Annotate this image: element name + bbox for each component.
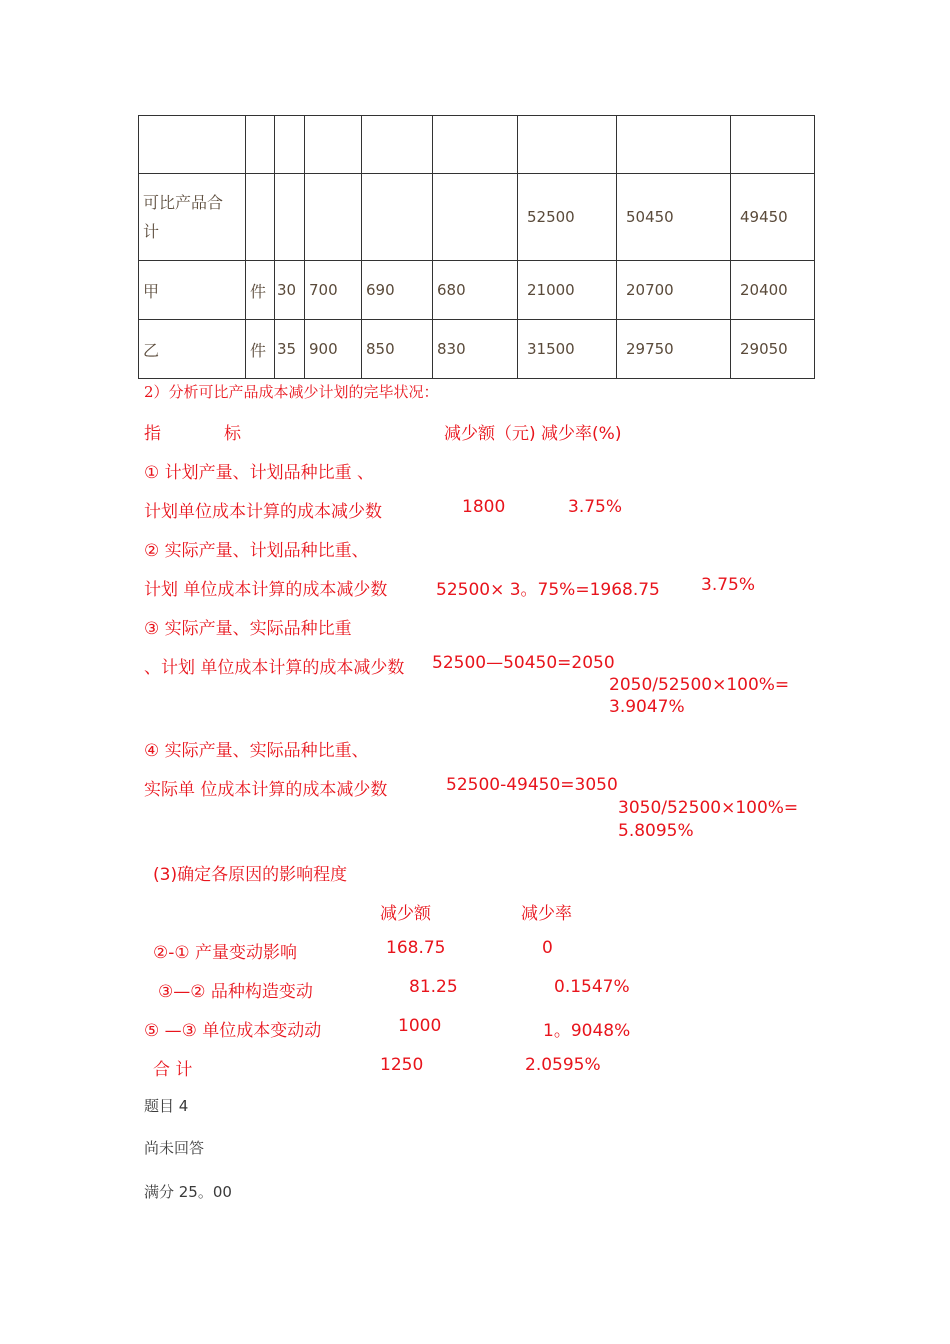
table-cell: 50450 bbox=[617, 174, 731, 261]
col-rate: 减少率 bbox=[521, 904, 572, 924]
answer-status: 尚未回答 bbox=[144, 1139, 205, 1157]
table-cell bbox=[518, 116, 617, 174]
table-cell bbox=[617, 116, 731, 174]
item4-line2: 实际单 位成本计算的成本减少数 bbox=[144, 780, 388, 800]
table-cell bbox=[362, 174, 433, 261]
full-score: 满分 25。00 bbox=[144, 1183, 232, 1201]
table-cell bbox=[246, 174, 275, 261]
total-amount: 1250 bbox=[380, 1055, 424, 1075]
factor-rate: 0 bbox=[542, 938, 553, 958]
table-row bbox=[139, 320, 815, 379]
item1-line2: 计划单位成本计算的成本减少数 bbox=[144, 502, 382, 522]
table-cell: 29050 bbox=[731, 320, 815, 379]
table-cell: 21000 bbox=[518, 261, 617, 320]
table-cell bbox=[275, 116, 305, 174]
table-cell: 700 bbox=[305, 261, 362, 320]
item1-rate: 3.75% bbox=[568, 497, 623, 517]
item2-amount: 52500× 3。75%=1968.75 bbox=[436, 580, 660, 600]
table-cell: 850 bbox=[362, 320, 433, 379]
factor-amount: 1000 bbox=[398, 1016, 442, 1036]
factor-label: ⑤ —③ 单位成本变动动 bbox=[144, 1021, 322, 1041]
item4-amount: 52500-49450=3050 bbox=[446, 775, 618, 795]
table-cell: 甲 bbox=[139, 261, 246, 320]
col-amount-rate: 减少额（元) 减少率(%) bbox=[444, 424, 622, 444]
table-cell: 31500 bbox=[518, 320, 617, 379]
table-cell: 件 bbox=[246, 320, 275, 379]
table-cell bbox=[246, 116, 275, 174]
item1-line1: ① 计划产量、计划品种比重 、 bbox=[144, 463, 375, 483]
total-rate: 2.0595% bbox=[525, 1055, 601, 1075]
factor-amount: 81.25 bbox=[409, 977, 458, 997]
table-cell bbox=[275, 174, 305, 261]
table-cell: 49450 bbox=[731, 174, 815, 261]
item3-rate-1: 2050/52500×100%= bbox=[609, 675, 790, 695]
question-number: 题目 4 bbox=[144, 1097, 189, 1115]
item2-line2: 计划 单位成本计算的成本减少数 bbox=[144, 580, 388, 600]
item1-amount: 1800 bbox=[462, 497, 506, 517]
table-cell: 可比产品合计 bbox=[139, 174, 246, 261]
item2-rate: 3.75% bbox=[701, 575, 756, 595]
table-cell bbox=[139, 116, 246, 174]
item4-rate-1: 3050/52500×100%= bbox=[618, 798, 799, 818]
table-cell: 900 bbox=[305, 320, 362, 379]
factor-label: ②-① 产量变动影响 bbox=[153, 943, 298, 963]
item3-rate-2: 3.9047% bbox=[609, 697, 685, 717]
table-cell bbox=[305, 116, 362, 174]
table-cell bbox=[362, 116, 433, 174]
col-indicator-1: 指 bbox=[144, 424, 161, 444]
table-cell: 52500 bbox=[518, 174, 617, 261]
table-cell bbox=[433, 116, 518, 174]
table-cell: 件 bbox=[246, 261, 275, 320]
table-cell: 20700 bbox=[617, 261, 731, 320]
factor-amount: 168.75 bbox=[386, 938, 446, 958]
col-indicator-2: 标 bbox=[224, 424, 241, 444]
item3-line1: ③ 实际产量、实际品种比重 bbox=[144, 619, 352, 639]
table-cell: 20400 bbox=[731, 261, 815, 320]
factor-rate: 1。9048% bbox=[543, 1021, 631, 1041]
table-cell: 830 bbox=[433, 320, 518, 379]
item4-rate-2: 5.8095% bbox=[618, 821, 694, 841]
item3-line2: 、计划 单位成本计算的成本减少数 bbox=[144, 658, 405, 678]
total-label: 合 计 bbox=[153, 1060, 193, 1080]
col-amount: 减少额 bbox=[380, 904, 431, 924]
section2-heading: 2）分析可比产品成本减少计划的完毕状况： bbox=[144, 383, 439, 401]
item2-line1: ② 实际产量、计划品种比重、 bbox=[144, 541, 369, 561]
factor-label: ③—② 品种构造变动 bbox=[158, 982, 313, 1002]
table-row bbox=[139, 261, 815, 320]
table-cell: 乙 bbox=[139, 320, 246, 379]
table-cell: 690 bbox=[362, 261, 433, 320]
cost-table bbox=[138, 115, 815, 379]
section3-heading: (3)确定各原因的影响程度 bbox=[153, 865, 348, 885]
item3-amount: 52500—50450=2050 bbox=[432, 653, 615, 673]
factor-rate: 0.1547% bbox=[554, 977, 630, 997]
table-row bbox=[139, 174, 815, 261]
item4-line1: ④ 实际产量、实际品种比重、 bbox=[144, 741, 369, 761]
table-cell: 680 bbox=[433, 261, 518, 320]
table-cell: 29750 bbox=[617, 320, 731, 379]
table-cell: 35 bbox=[275, 320, 305, 379]
table-cell bbox=[731, 116, 815, 174]
table-cell: 30 bbox=[275, 261, 305, 320]
table-cell bbox=[433, 174, 518, 261]
table-cell bbox=[305, 174, 362, 261]
table-row bbox=[139, 116, 815, 174]
